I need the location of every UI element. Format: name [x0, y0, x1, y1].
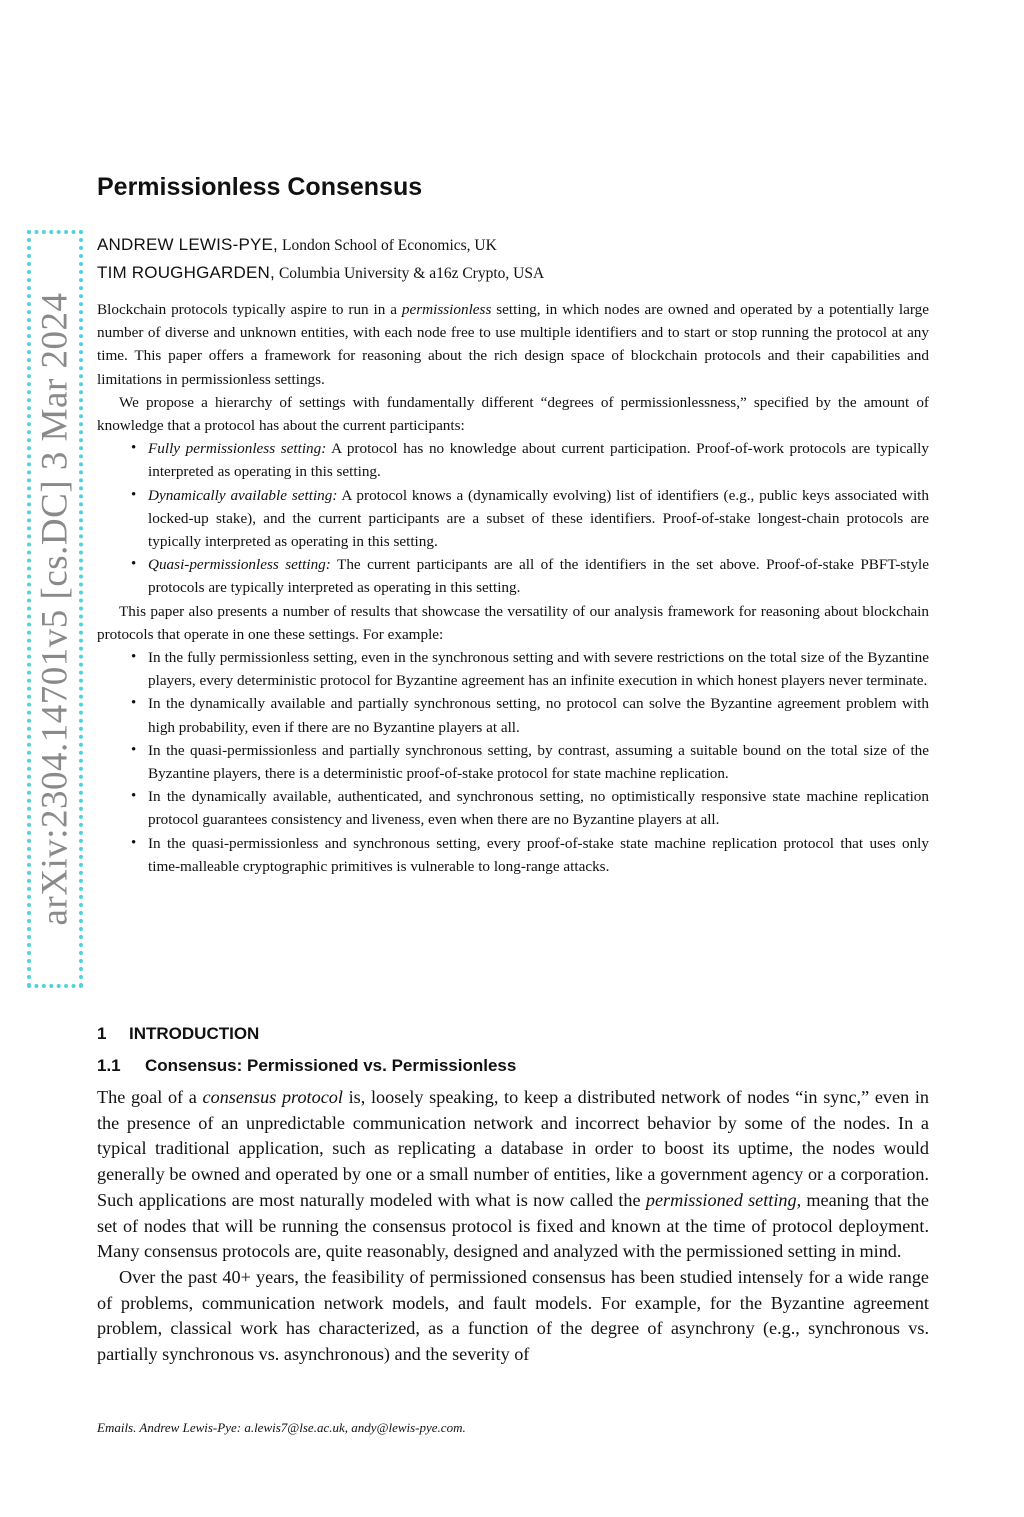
abstract-paragraph-1: Blockchain protocols typically aspire to run in a permissionless setting, in which nodes are owned and operated by a potentially large number of diverse and unknown entities, with each node free to use multiple identifiers and to start or stop running the protocol at any time. This paper offers a framework for reasoning about the rich design space of blockchain protocols and their capabilities and limitations in permissionless settings.: [97, 301, 929, 388]
list-item: • Fully permissionless setting: A protocol has no knowledge about current participation. Proof-of-work protocols are typically interpreted as operating in this setting.: [148, 437, 929, 483]
results-list: [97, 646, 929, 878]
list-item: • In the quasi-permissionless and synchronous setting, every proof-of-stake state machine replication protocol that uses only time-malleable cryptographic primitives is vulnerable to long-range attacks.: [148, 832, 929, 878]
footnote-emails: Emails. Andrew Lewis-Pye: a.lewis7@lse.ac.uk, andy@lewis-pye.com.: [97, 1420, 466, 1435]
subsection-heading: [97, 1056, 516, 1076]
section-title: INTRODUCTION: [129, 1024, 260, 1043]
list-item: • Quasi-permissionless setting: The current participants are all of the identifiers in the set above. Proof-of-stake PBFT-style protocols are typically interpreted as operating in this setting.: [148, 553, 929, 599]
author-1: [97, 235, 497, 255]
author-affiliation: London School of Economics, UK: [281, 237, 497, 254]
author-name: ANDREW LEWIS-PYE,: [97, 235, 278, 254]
list-item: • Dynamically available setting: A protocol knows a (dynamically evolving) list of identifiers (e.g., public keys associated with locked-up stake), and the current participants are a subset of these identifiers. Proof-of-stake longest-chain protocols are typically interpreted as operating in this setting.: [148, 484, 929, 554]
subsection-number: 1.1: [97, 1056, 121, 1075]
abstract-paragraph-2: We propose a hierarchy of settings with fundamentally different “degrees of permissionlessness,” specified by the amount of knowledge that a protocol has about the current participants:: [97, 393, 929, 435]
list-item: • In the fully permissionless setting, even in the synchronous setting and with severe restrictions on the total size of the Byzantine players, every deterministic protocol for Byzantine agreement has an infinite execution in which honest players never terminate.: [148, 646, 929, 692]
body-text: [97, 1085, 929, 1368]
section-heading: [97, 1024, 259, 1044]
list-item: • In the dynamically available, authenticated, and synchronous setting, no optimistically responsive state machine replication protocol guarantees consistency and liveness, even when there are no Byzantine players at all.: [148, 785, 929, 831]
author-name: TIM ROUGHGARDEN,: [97, 263, 275, 282]
list-item: • In the dynamically available and partially synchronous setting, no protocol can solve the Byzantine agreement problem with high probability, even if there are no Byzantine players at all.: [148, 692, 929, 738]
section-number: 1: [97, 1024, 107, 1043]
list-item: • In the quasi-permissionless and partially synchronous setting, by contrast, assuming a suitable bound on the total size of the Byzantine players, there is a deterministic proof-of-stake protocol for state machine replication.: [148, 739, 929, 785]
author-2: [97, 263, 544, 283]
abstract-paragraph-3: This paper also presents a number of results that showcase the versatility of our analysis framework for reasoning about blockchain protocols that operate in one these settings. For example:: [97, 602, 929, 643]
author-affiliation: Columbia University & a16z Crypto, USA: [278, 265, 545, 282]
abstract: [97, 298, 929, 878]
body-paragraph-2: Over the past 40+ years, the feasibility of permissioned consensus has been studied intensely for a wide range of problems, communication network models, and fault models. For example, for the Byzantine agreement problem, classical work has characterized, as a function of the degree of asynchrony (e.g., synchronous vs. partially synchronous vs. asynchronous) and the severity of: [97, 1266, 929, 1365]
paper-title: Permissionless Consensus: [97, 173, 423, 201]
arxiv-identifier: arXiv:2304.14701v5 [cs.DC] 3 Mar 2024: [34, 292, 76, 926]
subsection-title: Consensus: Permissioned vs. Permissionless: [145, 1056, 517, 1075]
body-paragraph-1: The goal of a consensus protocol is, loosely speaking, to keep a distributed network of nodes “in sync,” even in the presence of an unpredictable communication network and incorrect behavior by some of the nodes. In a typical traditional application, such as replicating a database in order to boost its uptime, the nodes would generally be owned and operated by one or a small number of entities, like a government agency or a corporation. Such applications are most naturally modeled with what is now called the permissioned setting, meaning that the set of nodes that will be running the consensus protocol is fixed and known at the time of protocol deployment. Many consensus protocols are, quite reasonably, designed and analyzed with the permissioned setting in mind.: [97, 1087, 929, 1262]
settings-list: [97, 437, 929, 599]
